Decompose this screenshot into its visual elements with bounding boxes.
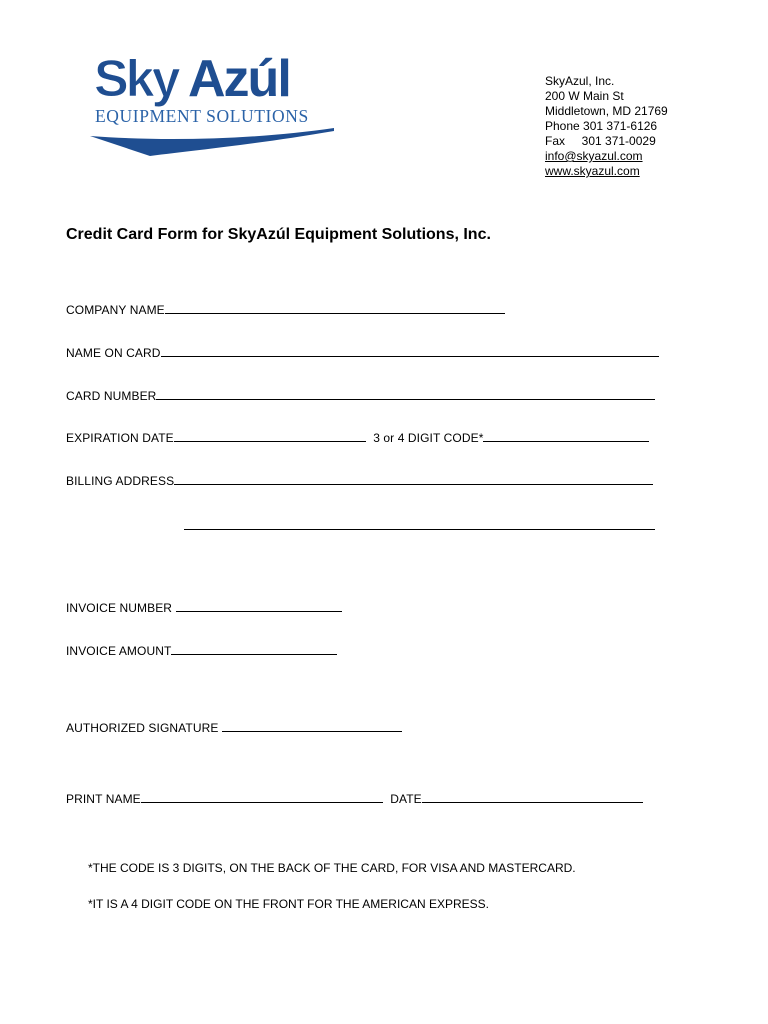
contact-block — [545, 74, 668, 179]
expiration-date-label: EXPIRATION DATE — [66, 431, 174, 445]
digit-code-blank[interactable] — [483, 430, 649, 442]
billing-address-blank-2[interactable] — [184, 518, 655, 530]
invoice-number-blank[interactable] — [176, 600, 342, 612]
code-note-visa-mastercard: *THE CODE IS 3 DIGITS, ON THE BACK OF THE CARD, FOR VISA AND MASTERCARD. — [88, 861, 576, 875]
name-on-card-row — [66, 345, 659, 360]
billing-address-label: BILLING ADDRESS — [66, 474, 175, 488]
authorized-signature-blank[interactable] — [222, 720, 402, 732]
contact-email-link[interactable]: info@skyazul.com — [545, 149, 643, 163]
company-name-row — [66, 302, 505, 317]
invoice-amount-blank[interactable] — [171, 643, 337, 655]
form-title: Credit Card Form for SkyAzúl Equipment Solutions, Inc. — [66, 226, 491, 243]
logo-tagline: EQUIPMENT SOLUTIONS — [95, 106, 309, 126]
contact-company: SkyAzul, Inc. — [545, 74, 615, 88]
card-number-label: CARD NUMBER — [66, 389, 157, 403]
contact-fax: Fax 301 371-0029 — [545, 134, 656, 148]
contact-website-link[interactable]: www.skyazul.com — [545, 164, 640, 178]
print-name-row — [66, 791, 643, 806]
card-number-blank[interactable] — [156, 388, 655, 400]
invoice-amount-row — [66, 643, 337, 658]
company-name-label: COMPANY NAME — [66, 303, 165, 317]
name-on-card-blank[interactable] — [161, 345, 659, 357]
expiration-row — [66, 430, 649, 445]
authorized-signature-row — [66, 720, 402, 735]
contact-street: 200 W Main St — [545, 89, 624, 103]
logo-swoosh — [90, 128, 334, 156]
authorized-signature-label: AUTHORIZED SIGNATURE — [66, 721, 222, 735]
print-name-blank[interactable] — [141, 791, 383, 803]
billing-address-row-2 — [184, 518, 655, 533]
logo-brand-azul: Azúl — [188, 50, 290, 108]
skyazul-logo — [88, 38, 338, 162]
invoice-number-row — [66, 600, 342, 615]
company-name-blank[interactable] — [165, 302, 505, 314]
digit-code-label: 3 or 4 DIGIT CODE* — [373, 431, 484, 445]
contact-city: Middletown, MD 21769 — [545, 104, 668, 118]
date-label: DATE — [390, 792, 422, 806]
logo-brand-sky: Sky — [94, 50, 178, 108]
billing-address-blank-1[interactable] — [174, 473, 653, 485]
contact-phone: Phone 301 371-6126 — [545, 119, 658, 133]
name-on-card-label: NAME ON CARD — [66, 346, 161, 360]
invoice-number-label: INVOICE NUMBER — [66, 601, 176, 615]
expiration-date-blank[interactable] — [174, 430, 366, 442]
billing-address-row — [66, 473, 653, 488]
invoice-amount-label: INVOICE AMOUNT — [66, 644, 172, 658]
date-blank[interactable] — [422, 791, 643, 803]
card-number-row — [66, 388, 655, 403]
print-name-label: PRINT NAME — [66, 792, 141, 806]
code-note-amex: *IT IS A 4 DIGIT CODE ON THE FRONT FOR THE AMERICAN EXPRESS. — [88, 897, 489, 911]
